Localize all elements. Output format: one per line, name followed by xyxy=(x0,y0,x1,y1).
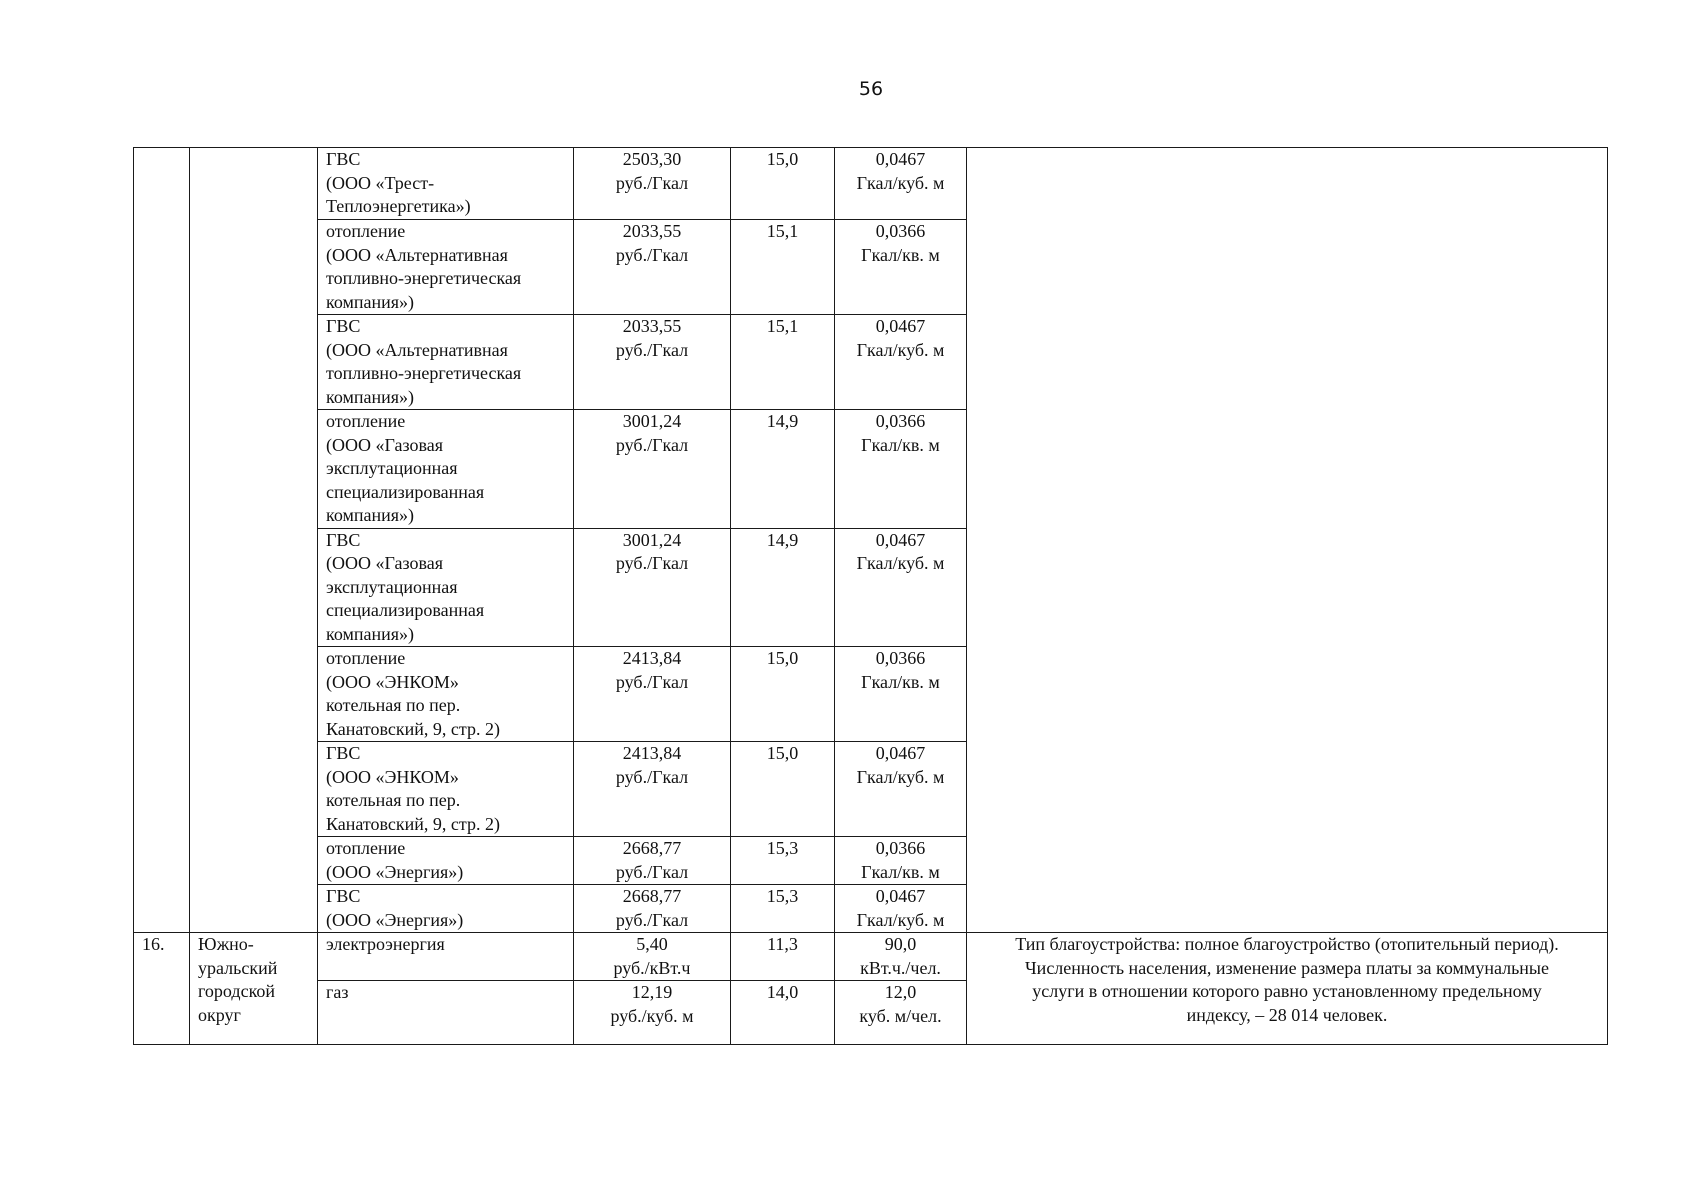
percent-cell xyxy=(731,647,835,742)
municipality-line: Южно- xyxy=(198,934,254,954)
note-line: индексу, – 28 014 человек. xyxy=(1186,1004,1388,1025)
table-body xyxy=(134,148,1608,1045)
percent-value: 15,0 xyxy=(766,149,799,169)
service-line: компания») xyxy=(326,386,415,407)
table-row xyxy=(134,933,1608,981)
tariff-unit: руб./Гкал xyxy=(615,861,689,882)
tariff-value: 3001,24 xyxy=(622,529,682,550)
tariff-value: 2033,55 xyxy=(622,221,682,241)
service-line: Теплоэнергетика») xyxy=(326,196,471,216)
tariff-cell xyxy=(574,315,731,410)
note-line: Численность населения, изменение размера платы за коммунальные xyxy=(1024,957,1550,978)
service-line: (ООО «Альтернативная xyxy=(326,339,508,360)
tariff-unit: руб./Гкал xyxy=(615,244,689,265)
row-number-cell-empty xyxy=(134,148,190,933)
percent-value: 15,1 xyxy=(766,221,799,241)
row-number-cell: 16. xyxy=(134,933,190,1045)
service-line: специализированная xyxy=(326,600,485,620)
note-line: Тип благоустройства: полное благоустройство (отопительный период). xyxy=(1015,934,1559,954)
tariff-value: 2503,30 xyxy=(622,149,682,169)
service-line: (ООО «ЭНКОМ» xyxy=(326,671,459,692)
norm-cell xyxy=(835,410,967,529)
norm-value: 90,0 xyxy=(884,934,917,954)
percent-value: 15,1 xyxy=(766,316,799,336)
norm-cell xyxy=(835,742,967,837)
service-line: ГВС xyxy=(326,886,361,906)
tariff-value: 2413,84 xyxy=(622,743,682,763)
tariff-cell xyxy=(574,148,731,220)
service-line: ГВС xyxy=(326,743,361,763)
service-line: (ООО «Энергия») xyxy=(326,909,464,930)
service-line: отопление xyxy=(326,838,406,858)
tariff-unit: руб./куб. м xyxy=(610,1005,694,1026)
service-line: топливно-энергетическая xyxy=(326,363,522,383)
note-cell xyxy=(967,933,1608,1045)
service-cell: газ xyxy=(318,981,574,1045)
tariff-cell xyxy=(574,837,731,885)
tariff-value: 2033,55 xyxy=(622,316,682,336)
service-line: (ООО «Трест- xyxy=(326,172,435,193)
norm-unit: Гкал/куб. м xyxy=(856,339,945,360)
service-line: ГВС xyxy=(326,316,361,336)
percent-cell xyxy=(731,742,835,837)
tariff-value: 12,19 xyxy=(631,982,673,1002)
service-line: (ООО «Альтернативная xyxy=(326,244,508,265)
norm-value: 0,0366 xyxy=(875,221,926,241)
norm-cell xyxy=(835,933,967,981)
percent-cell xyxy=(731,148,835,220)
percent-cell: 14,0 xyxy=(731,981,835,1045)
service-line: отопление xyxy=(326,221,406,241)
norm-cell xyxy=(835,837,967,885)
tariff-table xyxy=(133,147,1608,1045)
service-cell xyxy=(318,885,574,933)
tariff-cell xyxy=(574,528,731,647)
percent-cell xyxy=(731,885,835,933)
service-line: Канатовский, 9, стр. 2) xyxy=(326,813,501,834)
service-line: эксплутационная xyxy=(326,458,458,478)
percent-value: 15,0 xyxy=(766,743,799,763)
percent-value: 14,9 xyxy=(766,529,799,550)
service-line: котельная по пер. xyxy=(326,695,461,715)
norm-unit: Гкал/куб. м xyxy=(856,766,945,787)
tariff-unit: руб./Гкал xyxy=(615,553,689,573)
service-line: отопление xyxy=(326,648,406,668)
service-line: компания») xyxy=(326,291,415,312)
norm-cell xyxy=(835,981,967,1045)
norm-cell xyxy=(835,885,967,933)
service-line: (ООО «Газовая xyxy=(326,553,443,573)
service-line: компания») xyxy=(326,505,415,525)
norm-unit: Гкал/кв. м xyxy=(861,861,940,882)
tariff-unit: руб./Гкал xyxy=(615,434,689,455)
service-line: ГВС xyxy=(326,149,361,169)
tariff-cell xyxy=(574,933,731,981)
norm-value: 0,0467 xyxy=(875,529,926,550)
municipality-line: городской xyxy=(198,981,276,1001)
service-cell xyxy=(318,528,574,647)
percent-value: 14,9 xyxy=(766,411,799,431)
norm-value: 0,0467 xyxy=(875,316,926,336)
service-cell xyxy=(318,315,574,410)
service-line: (ООО «Энергия») xyxy=(326,861,464,882)
norm-unit: кВт.ч./чел. xyxy=(860,957,941,978)
percent-cell xyxy=(731,315,835,410)
service-line: эксплутационная xyxy=(326,576,458,597)
tariff-unit: руб./кВт.ч xyxy=(613,957,691,978)
norm-cell xyxy=(835,148,967,220)
page-number: 56 xyxy=(858,78,884,100)
percent-cell xyxy=(731,410,835,529)
norm-cell xyxy=(835,315,967,410)
tariff-cell xyxy=(574,742,731,837)
service-line: компания») xyxy=(326,623,415,644)
service-line: отопление xyxy=(326,411,406,431)
service-line: (ООО «ЭНКОМ» xyxy=(326,766,459,787)
norm-value: 0,0366 xyxy=(875,411,926,431)
norm-unit: куб. м/чел. xyxy=(859,1005,942,1026)
tariff-value: 3001,24 xyxy=(622,411,682,431)
tariff-unit: руб./Гкал xyxy=(615,671,689,692)
percent-cell xyxy=(731,837,835,885)
norm-unit: Гкал/куб. м xyxy=(856,172,945,193)
percent-cell xyxy=(731,220,835,315)
tariff-unit: руб./Гкал xyxy=(615,172,689,193)
norm-value: 12,0 xyxy=(884,982,917,1002)
tariff-unit: руб./Гкал xyxy=(615,339,689,360)
table-row xyxy=(134,148,1608,220)
tariff-cell xyxy=(574,220,731,315)
service-line: топливно-энергетическая xyxy=(326,268,522,288)
service-line: (ООО «Газовая xyxy=(326,434,443,455)
tariff-value: 2668,77 xyxy=(622,838,682,858)
service-line: котельная по пер. xyxy=(326,790,461,810)
percent-value: 15,0 xyxy=(766,648,799,668)
note-line: услуги в отношении которого равно установленному предельному xyxy=(1032,981,1542,1001)
norm-unit: Гкал/кв. м xyxy=(861,434,940,455)
norm-unit: Гкал/куб. м xyxy=(856,553,945,573)
municipality-line: уральский xyxy=(198,957,278,978)
norm-value: 0,0467 xyxy=(875,886,926,906)
norm-unit: Гкал/кв. м xyxy=(861,244,940,265)
service-line: специализированная xyxy=(326,481,485,502)
percent-value: 15,3 xyxy=(766,838,799,858)
percent-value: 15,3 xyxy=(766,886,799,906)
tariff-value: 2668,77 xyxy=(622,886,682,906)
service-cell xyxy=(318,220,574,315)
municipality-cell xyxy=(190,933,318,1045)
service-cell: электроэнергия xyxy=(318,933,574,981)
tariff-value: 2413,84 xyxy=(622,648,682,668)
norm-value: 0,0467 xyxy=(875,743,926,763)
tariff-value: 5,40 xyxy=(636,934,668,954)
norm-cell xyxy=(835,220,967,315)
service-cell xyxy=(318,837,574,885)
service-cell xyxy=(318,647,574,742)
percent-cell: 11,3 xyxy=(731,933,835,981)
norm-cell xyxy=(835,647,967,742)
tariff-cell xyxy=(574,885,731,933)
norm-value: 0,0366 xyxy=(875,838,926,858)
tariff-cell xyxy=(574,981,731,1045)
service-cell xyxy=(318,410,574,529)
note-cell-empty xyxy=(967,148,1608,933)
tariff-cell xyxy=(574,410,731,529)
service-line: ГВС xyxy=(326,529,361,550)
municipality-cell-empty xyxy=(190,148,318,933)
service-cell xyxy=(318,148,574,220)
tariff-cell xyxy=(574,647,731,742)
norm-unit: Гкал/куб. м xyxy=(856,909,945,930)
norm-value: 0,0366 xyxy=(875,648,926,668)
service-cell xyxy=(318,742,574,837)
norm-value: 0,0467 xyxy=(875,149,926,169)
norm-unit: Гкал/кв. м xyxy=(861,671,940,692)
tariff-unit: руб./Гкал xyxy=(615,909,689,930)
tariff-unit: руб./Гкал xyxy=(615,766,689,787)
municipality-line: округ xyxy=(198,1004,241,1025)
norm-cell xyxy=(835,528,967,647)
percent-cell xyxy=(731,528,835,647)
service-line: Канатовский, 9, стр. 2) xyxy=(326,718,501,739)
